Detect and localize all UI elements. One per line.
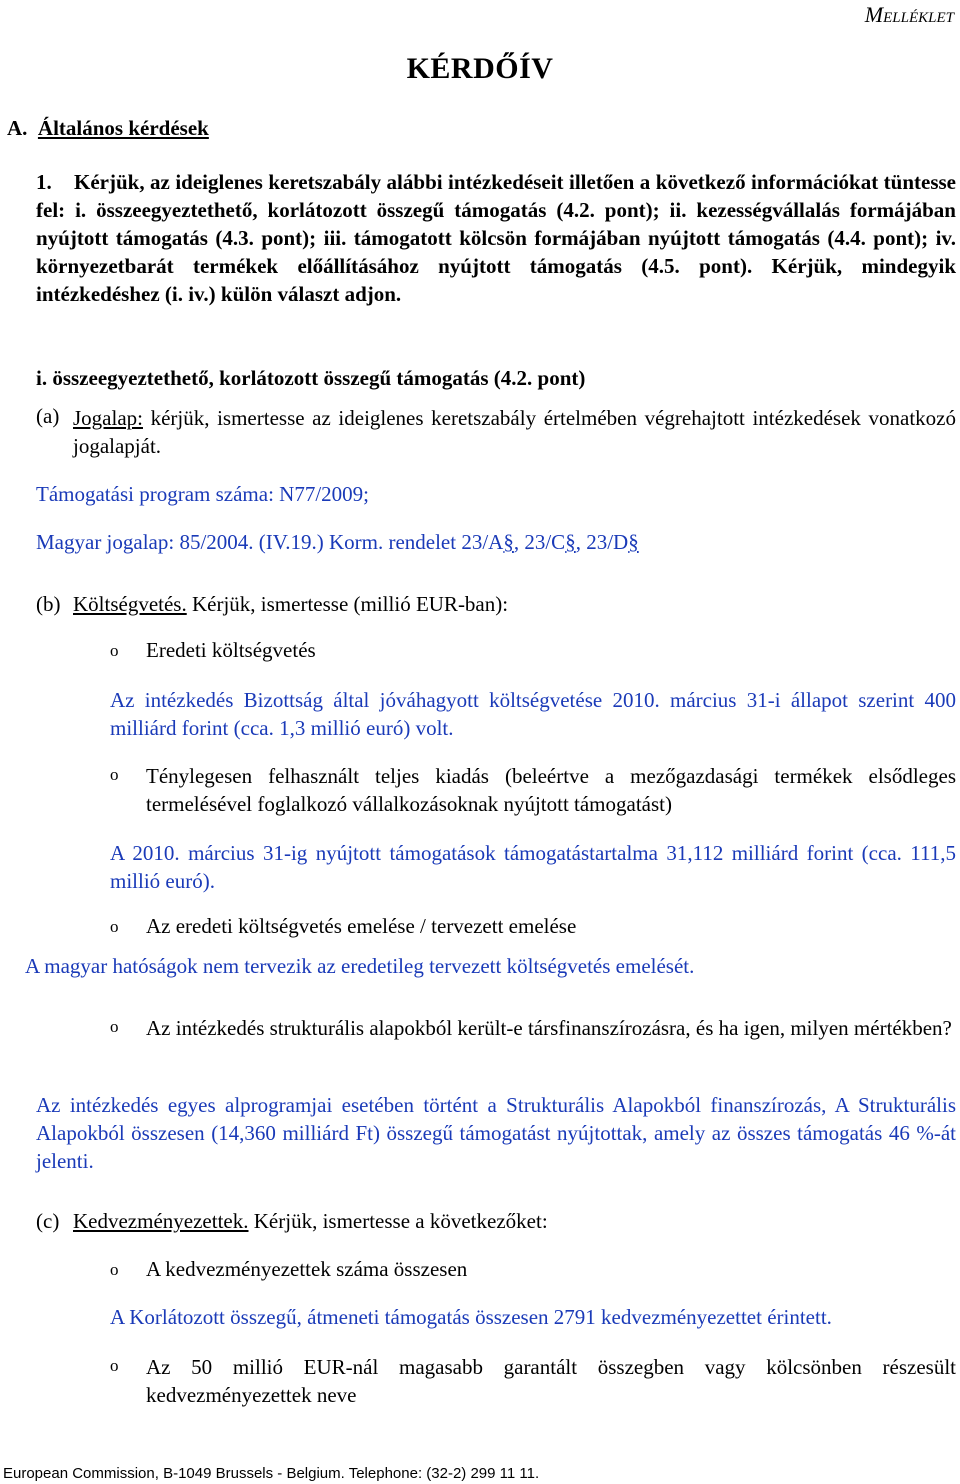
beneficiaries-answer-1: A Korlátozott összegű, átmeneti támogatás összesen 2791 kedvezményezettet érintett. [110,1305,832,1329]
budget-bullet-3: Az eredeti költségvetés emelése / tervezett emelése [146,914,577,938]
legal-basis-sep1: , 23/C [513,530,566,554]
item-c-label: (c) [36,1209,60,1233]
bullet-icon: o [110,1356,119,1375]
legal-basis-prefix: Magyar jogalap: 85/2004. (IV.19.) Korm. rendelet 23/A [36,530,504,554]
item-b-text: Kérjük, ismertesse (millió EUR-ban): [186,592,509,616]
item-c-text: Kérjük, ismertesse a következőket: [248,1209,548,1233]
section-a-label: A. [7,116,28,140]
annex-label: Melléklet [864,2,954,27]
budget-answer-4: Az intézkedés egyes alprogramjai esetében történt a Strukturális Alapokból finanszírozás, A Strukturális Alapokból összesen (14,360 milliárd Ft) összegű támogatást nyújtottak, amely az összes támogatás 46 %-át jelenti. [36,1093,956,1173]
legal-basis-sep2: , 23/D [575,530,629,554]
bullet-icon: o [110,641,119,660]
section-sign: § [503,530,514,554]
budget-answer-2: A 2010. március 31-ig nyújtott támogatások támogatástartalma 31,112 milliárd forint (cca. 111,5 millió euró). [110,841,956,893]
page-footer: European Commission, B-1049 Brussels - Belgium. Telephone: (32-2) 299 11 11. [3,1465,540,1482]
section-a-title: Általános kérdések [37,116,209,140]
item-b-question [73,592,956,617]
item-c-question [73,1209,956,1234]
question-1-text: Kérjük, az ideiglenes keretszabály alábbi intézkedéseit illetően a következő információkat tüntesse fel: i. összeegyeztethető, korlátozott összegű támogatás (4.2. pont); ii. kezességvállalás formájában nyújtott támogatás (4.3. pont); iii. támogatott kölcsön formájában nyújtott támogatás (4.4. pont); iv. környezetbarát termékek előállításához nyújtott támogatás (4.5. pont). Kérjük, mindegyik intézkedéshez (i. iv.) külön választ adjon. [36,170,956,306]
document-title: KÉRDŐÍV [406,52,554,85]
item-a-answer-program: Támogatási program száma: N77/2009; [36,482,369,506]
section-sign: § [565,530,576,554]
budget-bullet-1: Eredeti költségvetés [146,638,316,662]
section-sign: § [628,530,639,554]
budget-answer-3: A magyar hatóságok nem tervezik az eredetileg tervezett költségvetés emelését. [25,954,695,978]
question-1-number: 1. [36,170,52,194]
budget-answer-1: Az intézkedés Bizottság által jóváhagyott költségvetése 2010. március 31-i állapot szerint 400 milliárd forint (cca. 1,3 millió euró) volt. [110,688,956,740]
item-a-label: (a) [36,404,60,428]
beneficiaries-bullet-2: Az 50 millió EUR-nál magasabb garantált összegben vagy kölcsönben részesült kedvezményezettek neve [146,1355,956,1407]
item-a-text: kérjük, ismertesse az ideiglenes keretszabály értelmében végrehajtott intézkedések vonatkozó jogalapját. [73,406,956,458]
question-1 [36,168,956,308]
item-b-term: Költségvetés. [73,592,187,616]
bullet-icon: o [110,1017,119,1036]
bullet-icon: o [110,917,119,936]
subsection-i-title: i. összeegyeztethető, korlátozott összegű támogatás (4.2. pont) [36,366,586,390]
item-a-term: Jogalap: [73,406,143,430]
bullet-icon: o [110,765,119,784]
item-a-answer-legal [36,530,639,555]
budget-bullet-4: Az intézkedés strukturális alapokból került-e társfinanszírozásra, és ha igen, milyen mértékben? [146,1016,952,1040]
item-c-term: Kedvezményezettek. [73,1209,249,1233]
budget-bullet-2: Ténylegesen felhasznált teljes kiadás (beleértve a mezőgazdasági termékek elsődleges termelésével foglalkozó vállalkozásoknak nyújtott támogatást) [146,764,956,816]
beneficiaries-bullet-1: A kedvezményezettek száma összesen [146,1257,468,1281]
section-a-heading [7,116,209,141]
item-a-question [73,404,956,460]
item-b-label: (b) [36,592,61,616]
bullet-icon: o [110,1260,119,1279]
